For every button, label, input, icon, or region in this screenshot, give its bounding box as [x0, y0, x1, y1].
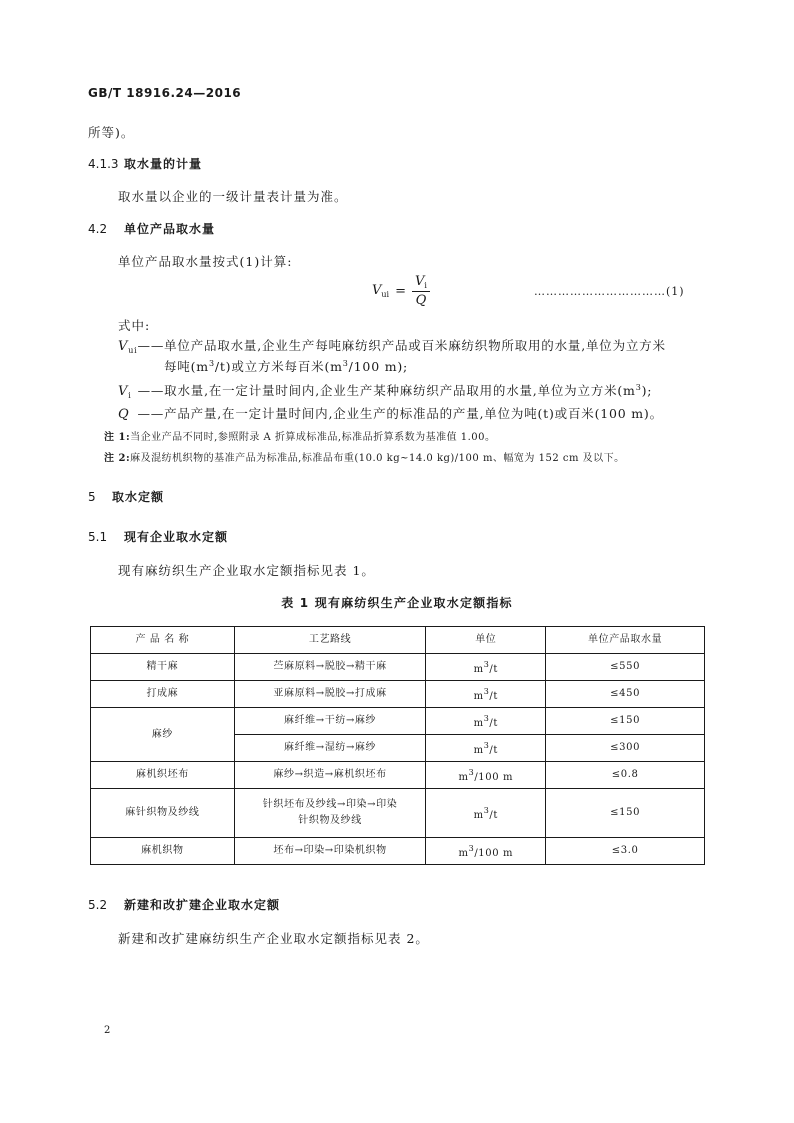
header-quota: 单位产品取水量	[546, 627, 705, 654]
section-title: 新建和改扩建企业取水定额	[124, 898, 281, 912]
section-5-2-body: 新建和改扩建麻纺织生产企业取水定额指标见表 2。	[118, 931, 429, 946]
section-4-1-3-heading	[88, 155, 202, 172]
table-row	[91, 789, 705, 838]
section-title: 单位产品取水量	[124, 222, 216, 236]
section-number: 5.2	[88, 898, 108, 912]
section-number: 5	[88, 490, 96, 504]
definition-q: Q ——产品产量,在一定计量时间内,企业生产的标准品的产量,单位为吨(t)或百米(100 m)。	[118, 406, 663, 422]
header-route: 工艺路线	[234, 627, 426, 654]
formula-numerator: $V_i$	[412, 274, 430, 292]
definition-vi: $V_i$ ——取水量,在一定计量时间内,企业生产某种麻纺织产品取用的水量,单位为立方米$(m^3)$;	[118, 383, 653, 400]
formula-fraction	[412, 274, 430, 308]
table-row	[91, 681, 705, 708]
section-5-heading	[88, 488, 164, 505]
section-4-1-3-body: 取水量以企业的一级计量表计量为准。	[118, 189, 348, 204]
cell-route: 亚麻原料→脱胶→打成麻	[234, 681, 426, 708]
cell-product: 麻机织坯布	[91, 762, 235, 789]
symbol: Q	[118, 407, 130, 422]
section-title: 取水量的计量	[124, 157, 203, 171]
continuation-text: 所等)。	[88, 125, 135, 140]
table-row	[91, 762, 705, 789]
note-2: 注 2:麻及混纺机织物的基准产品为标准品,标准品布重(10.0 kg~14.0 kg)/100 m、幅宽为 152 cm 及以下。	[104, 453, 625, 464]
table-row	[91, 654, 705, 681]
formula-equals: =	[395, 283, 407, 299]
cell-unit: $m^3/t$	[426, 681, 546, 708]
cell-quota: ≤550	[546, 654, 705, 681]
cell-product: 精干麻	[91, 654, 235, 681]
cell-route: 麻纤维→干纺→麻纱	[234, 708, 426, 735]
table-1-caption: 表 1 现有麻纺织生产企业取水定额指标	[281, 596, 513, 610]
where-label: 式中:	[118, 318, 151, 333]
symbol: $V_{ui}$	[118, 339, 138, 355]
cell-quota: ≤450	[546, 681, 705, 708]
section-5-1-heading	[88, 528, 228, 545]
note-1: 注 1:当企业产品不同时,参照附录 A 折算成标准品,标准品折算系数为基准值 1.00。	[104, 432, 496, 443]
cell-unit: $m^3/t$	[426, 789, 546, 838]
cell-unit: $m^3/100$ m	[426, 838, 546, 865]
definition-vui-cont: 每吨$(m^3/t)$或立方米每百米($m^3/100$ m);	[164, 359, 409, 374]
cell-unit: $m^3/t$	[426, 708, 546, 735]
page-number: 2	[104, 1025, 111, 1036]
cell-route: 麻纱→织造→麻机织坯布	[234, 762, 426, 789]
section-title: 取水定额	[112, 490, 165, 504]
symbol: $V_i$	[118, 384, 132, 400]
formula-lhs: $V_{ui}$	[372, 283, 390, 299]
cell-unit: $m^3/t$	[426, 654, 546, 681]
definition-vui: $V_{ui}——$单位产品取水量,企业生产每吨麻纺织产品或百米麻纺织物所取用的水量,单位为立方米	[118, 338, 666, 355]
section-4-2-heading	[88, 220, 215, 237]
section-5-2-heading	[88, 896, 280, 913]
formula-number-dots: ……………………………(1)	[534, 285, 685, 298]
table-header-row	[91, 627, 705, 654]
cell-quota: ≤150	[546, 789, 705, 838]
cell-route: 针织坯布及纱线→印染→印染 针织物及纱线	[234, 789, 426, 838]
cell-product: 打成麻	[91, 681, 235, 708]
header-product: 产 品 名 称	[91, 627, 235, 654]
section-number: 4.1.3	[88, 157, 119, 171]
cell-unit: $m^3/100$ m	[426, 762, 546, 789]
header-unit: 单位	[426, 627, 546, 654]
standard-code-header: GB/T 18916.24—2016	[88, 86, 242, 100]
cell-quota: ≤300	[546, 735, 705, 762]
formula-denominator: Q	[415, 293, 427, 308]
cell-quota: ≤0.8	[546, 762, 705, 789]
cell-quota: ≤3.0	[546, 838, 705, 865]
formula-lead: 单位产品取水量按式(1)计算:	[118, 254, 293, 269]
section-number: 4.2	[88, 222, 108, 236]
cell-quota: ≤150	[546, 708, 705, 735]
cell-product: 麻机织物	[91, 838, 235, 865]
section-title: 现有企业取水定额	[124, 530, 229, 544]
cell-product: 麻针织物及纱线	[91, 789, 235, 838]
section-5-1-body: 现有麻纺织生产企业取水定额指标见表 1。	[118, 563, 375, 578]
cell-route: 坯布→印染→印染机织物	[234, 838, 426, 865]
section-number: 5.1	[88, 530, 108, 544]
formula-1	[372, 274, 430, 308]
table-1	[90, 626, 705, 865]
cell-product: 麻纱	[91, 708, 235, 762]
cell-unit: $m^3/t$	[426, 735, 546, 762]
cell-route: 苎麻原料→脱胶→精干麻	[234, 654, 426, 681]
table-row	[91, 708, 705, 735]
table-row	[91, 838, 705, 865]
cell-route: 麻纤维→湿纺→麻纱	[234, 735, 426, 762]
